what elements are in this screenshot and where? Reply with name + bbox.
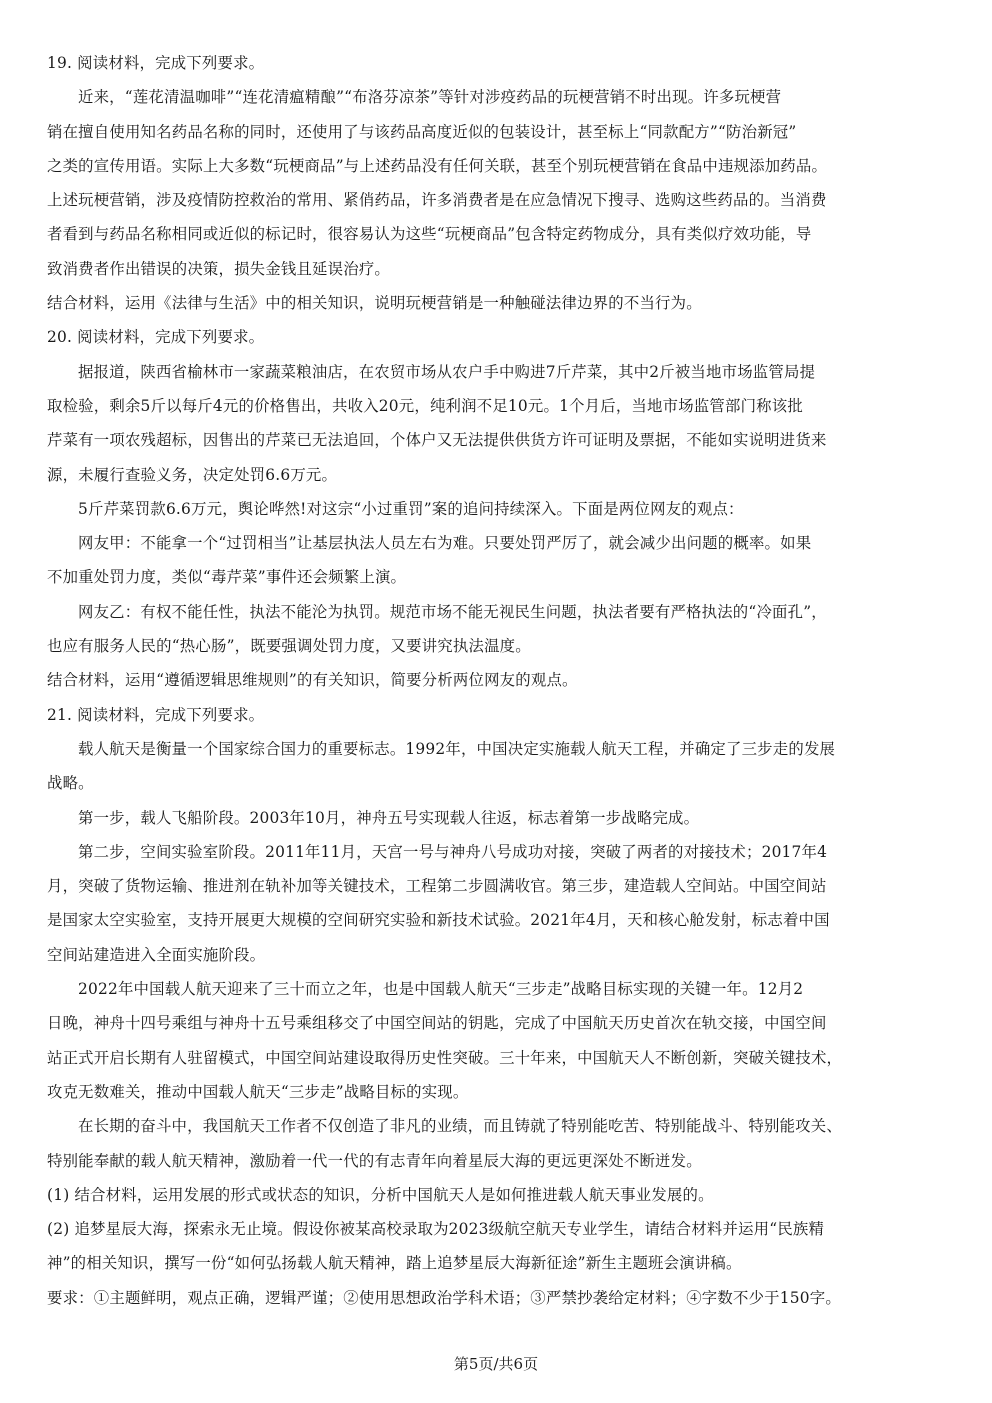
q21-paragraph-line: 在长期的奋斗中，我国航天工作者不仅创造了非凡的业绩，而且铸就了特别能吃苦、特别能战斗、特别能攻关、	[78, 1117, 842, 1136]
q21-paragraph-line: 攻克无数难关，推动中国载人航天“三步走”战略目标的实现。	[47, 1082, 469, 1101]
q21-paragraph-line: 第二步，空间实验室阶段。2011年11月，天宫一号与神舟八号成功对接，突破了两者的对接技术；2017年4	[78, 842, 828, 861]
q21-paragraph-line: 站正式开启长期有人驻留模式，中国空间站建设取得历史性突破。三十年来，中国航天人不断创新，突破关键技术，	[47, 1048, 843, 1067]
q20-paragraph-line: 芹菜有一项农残超标，因售出的芹菜已无法追回，个体户又无法提供供货方许可证明及票据，不能如实说明进货来	[47, 431, 827, 450]
q21-paragraph-line: 日晚，神舟十四号乘组与神舟十五号乘组移交了中国空间站的钥匙，完成了中国航天历史首次在轨交接，中国空间	[47, 1014, 827, 1033]
q20-paragraph-line: 据报道，陕西省榆林市一家蔬菜粮油店，在农贸市场从农户手中购进7斤芹菜，其中2斤被当地市场监管局提	[78, 362, 816, 381]
document-page	[47, 46, 922, 1315]
q19-task: 结合材料，运用《法律与生活》中的相关知识，说明玩梗营销是一种触碰法律边界的不当行为。	[47, 294, 702, 313]
q19-paragraph-line: 销在擅自使用知名药品名称的同时，还使用了与该药品高度近似的包装设计，甚至标上“同款配方”“防治新冠”	[47, 122, 797, 141]
q21-paragraph-line: 第一步，载人飞船阶段。2003年10月，神舟五号实现载人往返，标志着第一步战略完成。	[78, 808, 700, 827]
q20-netizen-b-line: 网友乙：有权不能任性，执法不能沦为执罚。规范市场不能无视民生问题，执法者要有严格执法的“冷面孔”，	[78, 602, 827, 621]
q21-subquestion-1: (1) 结合材料，运用发展的形式或状态的知识，分析中国航天人是如何推进载人航天事业发展的。	[47, 1185, 714, 1204]
q20-netizen-b-line: 也应有服务人民的“热心肠”，既要强调处罚力度，又要讲究执法温度。	[47, 637, 531, 656]
question-21-heading: 21. 阅读材料，完成下列要求。	[47, 705, 265, 724]
q21-paragraph-line: 空间站建造进入全面实施阶段。	[47, 945, 266, 964]
q20-paragraph-line: 取检验，剩余5斤以每斤4元的价格售出，共收入20元，纯利润不足10元。1个月后，当地市场监管部门称该批	[47, 396, 803, 415]
q20-paragraph-line: 源，未履行查验义务，决定处罚6.6万元。	[47, 465, 338, 484]
q21-paragraph-line: 月，突破了货物运输、推进剂在轨补加等关键技术，工程第二步圆满收官。第三步，建造载人空间站。中国空间站	[47, 877, 827, 896]
q21-subquestion-2: 神”的相关知识，撰写一份“如何弘扬载人航天精神，踏上追梦星辰大海新征途”新生主题班会演讲稿。	[47, 1254, 742, 1273]
q21-paragraph-line: 载人航天是衡量一个国家综合国力的重要标志。1992年，中国决定实施载人航天工程，并确定了三步走的发展	[78, 739, 836, 758]
q21-paragraph-line: 是国家太空实验室，支持开展更大规模的空间研究实验和新技术试验。2021年4月，天和核心舱发射，标志着中国	[47, 911, 830, 930]
page-number-footer: 第5页/共6页	[453, 1355, 539, 1373]
q21-paragraph-line: 战略。	[47, 774, 94, 793]
question-19-heading: 19. 阅读材料，完成下列要求。	[47, 54, 265, 72]
q21-subquestion-2: (2) 追梦星辰大海，探索永无止境。假设你被某高校录取为2023级航空航天专业学生，请结合材料并运用“民族精	[47, 1220, 825, 1239]
q19-paragraph-line: 致消费者作出错误的决策，损失金钱且延误治疗。	[47, 259, 390, 278]
q19-paragraph-line: 者看到与药品名称相同或近似的标记时，很容易认为这些“玩梗商品”包含特定药物成分，具有类似疗效功能，导	[47, 225, 812, 244]
q19-paragraph-line: 之类的宣传用语。实际上大多数“玩梗商品”与上述药品没有任何关联，甚至个别玩梗营销在食品中违规添加药品。	[47, 156, 828, 175]
q20-paragraph-line: 5斤芹菜罚款6.6万元，舆论哗然!对这宗“小过重罚”案的追问持续深入。下面是两位网友的观点：	[78, 499, 744, 518]
q19-paragraph-line: 上述玩梗营销，涉及疫情防控救治的常用、紧俏药品，许多消费者是在应急情况下搜寻、选购这些药品的。当消费	[47, 191, 827, 210]
q20-netizen-a-line: 网友甲：不能拿一个“过罚相当”让基层执法人员左右为难。只要处罚严厉了，就会减少出问题的概率。如果	[78, 534, 812, 553]
question-20-heading: 20. 阅读材料，完成下列要求。	[47, 328, 265, 347]
q21-paragraph-line: 特别能奉献的载人航天精神，激励着一代一代的有志青年向着星辰大海的更远更深处不断迸发。	[47, 1151, 702, 1170]
q20-netizen-a-line: 不加重处罚力度，类似“毒芹菜”事件还会频繁上演。	[47, 568, 407, 587]
q21-requirements: 要求：①主题鲜明，观点正确，逻辑严谨；②使用思想政治学科术语；③严禁抄袭给定材料；④字数不少于150字。	[47, 1288, 841, 1307]
q20-task: 结合材料，运用“遵循逻辑思维规则”的有关知识，简要分析两位网友的观点。	[47, 671, 578, 690]
q21-paragraph-line: 2022年中国载人航天迎来了三十而立之年，也是中国载人航天“三步走”战略目标实现的关键一年。12月2	[78, 980, 804, 999]
q19-paragraph-line: 近来，“莲花清温咖啡”“连花清瘟精酿”“布洛芬凉茶”等针对涉疫药品的玩梗营销不时出现。许多玩梗营	[78, 88, 782, 107]
